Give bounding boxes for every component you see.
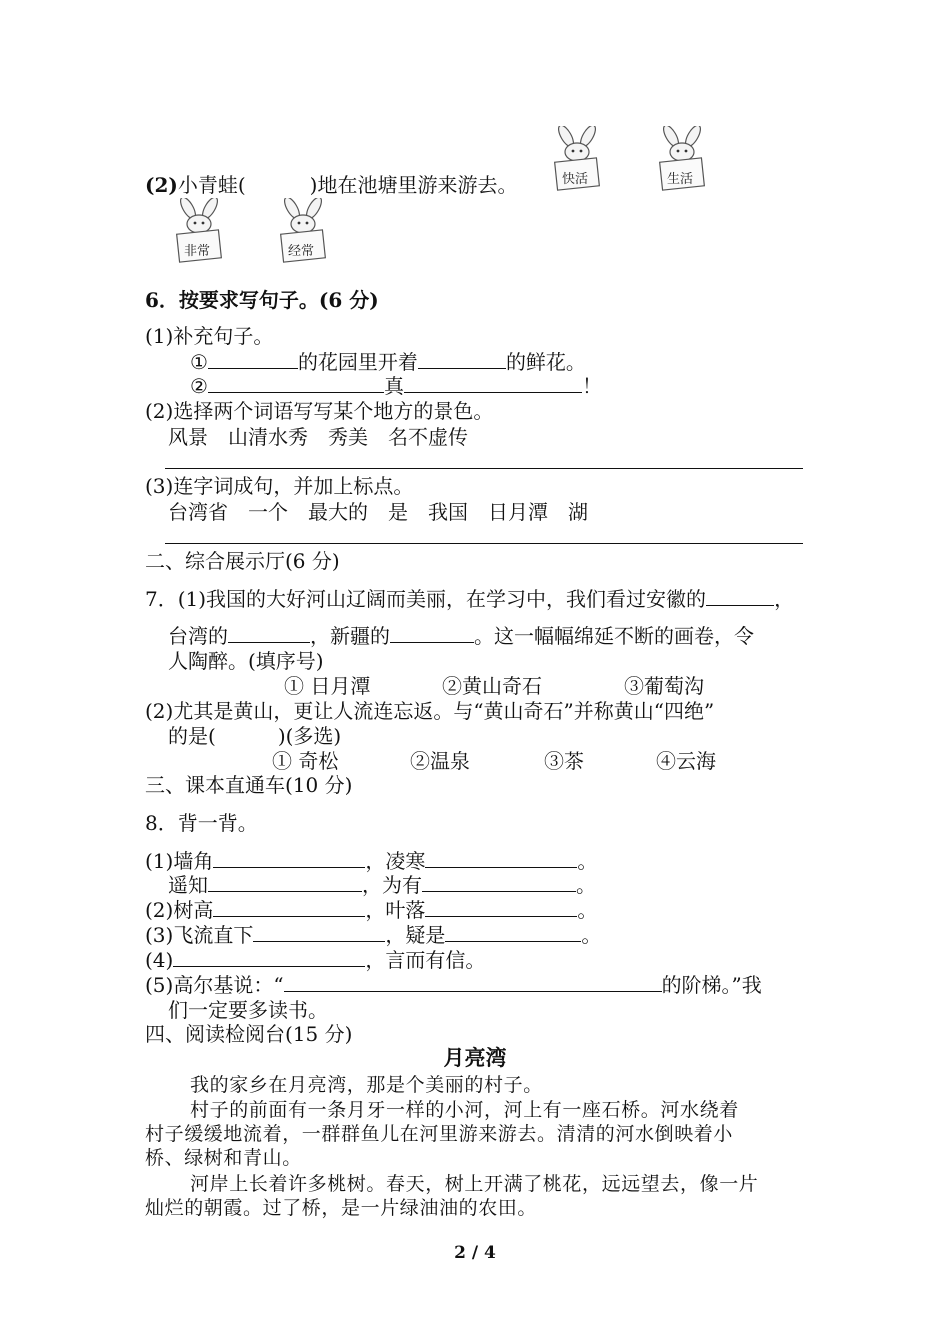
q6-s1-end: 的鲜花。 (505, 350, 586, 374)
q8-r3-blank1[interactable] (213, 898, 365, 917)
q8-r6-blank[interactable] (284, 973, 662, 992)
reading-paragraph-2-line-1: 村子的前面有一条月牙一样的小河，河上有一座石桥。河水绕着 (190, 1099, 739, 1121)
q6-s1-blank1[interactable] (208, 350, 298, 369)
q6-word-list-2: 台湾省 一个 最大的 是 我国 日月潭 湖 (168, 500, 588, 524)
q7-blank-anhui[interactable] (706, 587, 774, 606)
q8-r2-text-a: 遥知 (168, 873, 208, 897)
q8-r5-text-b: ，言而有信。 (365, 948, 486, 972)
q8-r1-blank2[interactable] (425, 849, 577, 868)
q6-s2-text: 真 (383, 374, 404, 398)
q6-sentence1 (190, 350, 586, 374)
q7-line1 (145, 587, 794, 611)
reading-paragraph-3-line-2: 灿烂的朝霞。过了桥，是一片绿油油的农田。 (145, 1197, 538, 1219)
reading-paragraph-1: 我的家乡在月亮湾，那是个美丽的村子。 (190, 1074, 543, 1096)
q7-blank-xinjiang[interactable] (390, 624, 474, 643)
bunny-card-shenghuo[interactable] (655, 126, 711, 192)
q8-r6-text-b: 的阶梯。”我 (661, 973, 762, 997)
q8-r4-text-b: ，疑是 (385, 923, 446, 947)
q8-r3-blank2[interactable] (425, 898, 577, 917)
bunny-label: 快活 (562, 172, 589, 187)
q8-r2-blank2[interactable] (422, 873, 576, 892)
q8-row4 (145, 923, 601, 947)
q7-l5-text-b: )(多选) (277, 724, 342, 748)
q8-row1 (145, 849, 597, 873)
q8-r1-text-b: ，凌寒 (365, 849, 426, 873)
q8-r5-text-a: (4) (145, 948, 174, 972)
reading-title: 月亮湾 (443, 1045, 507, 1070)
q6-s2-end: ！ (581, 374, 602, 398)
q8-r3-text-b: ，叶落 (365, 898, 426, 922)
section-4-title: 四、阅读检阅台(15 分) (145, 1022, 353, 1046)
q8-r6-text-a: (5)高尔基说：“ (145, 973, 284, 997)
q6-s2-blank2[interactable] (404, 374, 582, 393)
q8-r2-blank1[interactable] (208, 873, 362, 892)
q6-answer-line-2[interactable] (165, 543, 803, 544)
q7-l2-text-c: 。这一幅幅绵延不断的画卷，令 (474, 624, 754, 648)
q6-title: 6．按要求写句子。(6 分) (145, 288, 379, 312)
q7-option2-3: ③茶 (544, 749, 584, 773)
q7-option2-4: ④云海 (656, 749, 716, 773)
q8-r4-text-a: (3)飞流直下 (145, 923, 254, 947)
q8-row7: 们一定要多读书。 (168, 998, 328, 1022)
bunny-label: 经常 (288, 244, 315, 259)
q6-s2-blank1[interactable] (208, 374, 384, 393)
q6-part1: (1)补充句子。 (145, 324, 274, 348)
q6-s2-num: ② (190, 374, 208, 398)
q6-s1-num: ① (190, 350, 208, 374)
q8-r1-text-a: (1)墙角 (145, 849, 214, 873)
bunny-label: 非常 (184, 244, 211, 259)
q6-part3: (3)连字词成句，并加上标点。 (145, 474, 414, 498)
q8-r4-blank2[interactable] (445, 923, 581, 942)
bunny-card-kuaihuo[interactable] (550, 126, 606, 192)
q8-r4-end: 。 (581, 923, 602, 947)
q7-option2-1: ① 奇松 (272, 749, 339, 773)
bunny-card-feichang[interactable] (172, 198, 228, 264)
q6-s1-text: 的花园里开着 (297, 350, 418, 374)
q7-l5-text-a: 的是( (168, 724, 216, 748)
q8-row5 (145, 948, 485, 972)
q7-option-2: ②黄山奇石 (442, 674, 542, 698)
q7-l1-end: ， (774, 587, 795, 611)
q7-line4: (2)尤其是黄山，更让人流连忘返。与“黄山奇石”并称黄山“四绝” (145, 699, 715, 723)
reading-paragraph-3-line-1: 河岸上长着许多桃树。春天，树上开满了桃花，远远望去，像一片 (190, 1173, 759, 1195)
q8-row6 (145, 973, 762, 997)
q8-r1-blank1[interactable] (213, 849, 365, 868)
q7-l2-text-b: ，新疆的 (310, 624, 390, 648)
q8-r3-end: 。 (577, 898, 598, 922)
q7-l1-text: 7．(1)我国的大好河山辽阔而美丽，在学习中，我们看过安徽的 (145, 587, 707, 611)
q6-answer-line-1[interactable] (165, 468, 803, 469)
page-number: 2 / 4 (454, 1243, 496, 1263)
q8-r4-blank1[interactable] (253, 923, 385, 942)
q7-blank-taiwan[interactable] (228, 624, 310, 643)
bunny-card-jingchang[interactable] (276, 198, 332, 264)
reading-paragraph-2-line-2: 村子缓缓地流着，一群群鱼儿在河里游来游去。清清的河水倒映着小 (145, 1123, 734, 1145)
q8-title: 8．背一背。 (145, 811, 258, 835)
section-3-title: 三、课本直通车(10 分) (145, 773, 353, 797)
q7-line3: 人陶醉。(填序号) (168, 649, 324, 673)
q5-2-number: (2) (145, 173, 178, 197)
q8-row2 (168, 873, 596, 897)
q5-2-line (145, 173, 517, 197)
bunny-label: 生活 (667, 172, 694, 187)
q8-r1-end: 。 (577, 849, 598, 873)
q7-line5 (168, 724, 341, 748)
q6-s1-blank2[interactable] (418, 350, 506, 369)
q8-r3-text-a: (2)树高 (145, 898, 214, 922)
q7-line2 (168, 624, 754, 648)
q6-part2: (2)选择两个词语写写某个地方的景色。 (145, 399, 494, 423)
q8-row3 (145, 898, 597, 922)
q5-2-text-a: 小青蛙( (177, 173, 246, 197)
q8-r2-text-b: ，为有 (362, 873, 422, 897)
q8-r5-blank[interactable] (173, 948, 365, 967)
q5-2-text-b: )地在池塘里游来游去。 (309, 173, 518, 197)
q7-option-1: ① 日月潭 (284, 674, 371, 698)
q7-option-3: ③葡萄沟 (624, 674, 704, 698)
q6-word-list: 风景 山清水秀 秀美 名不虚传 (168, 425, 468, 449)
q7-option2-2: ②温泉 (410, 749, 470, 773)
reading-paragraph-2-line-3: 桥、绿树和青山。 (145, 1147, 302, 1169)
q8-r2-end: 。 (576, 873, 596, 897)
q7-l2-text-a: 台湾的 (168, 624, 228, 648)
section-2-title: 二、综合展示厅(6 分) (145, 549, 340, 573)
q6-sentence2 (190, 374, 602, 398)
